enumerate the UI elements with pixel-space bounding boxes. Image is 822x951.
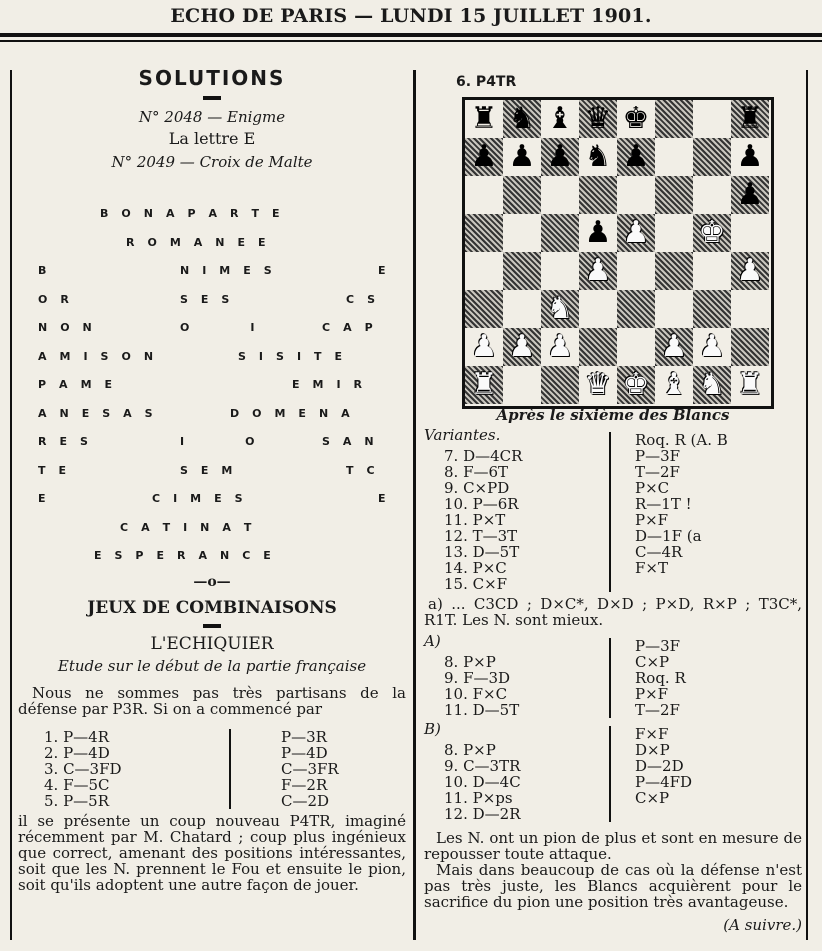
cross-word: C A T I N A T — [120, 520, 253, 534]
opening-moves — [44, 729, 339, 809]
cross-word: B O N A P A R T E — [100, 207, 281, 220]
cross-word: E M I R — [292, 378, 364, 391]
left-border — [10, 70, 12, 940]
black-knight-icon: ♞ — [508, 101, 536, 136]
move-line — [635, 806, 692, 822]
black-bishop-icon: ♝ — [546, 101, 574, 136]
move-line: C×P — [635, 653, 670, 671]
move-line: P×C — [635, 479, 670, 497]
white-pawn-icon: ♟ — [508, 329, 536, 364]
board-square — [655, 290, 693, 328]
black-moves — [230, 729, 339, 809]
move-line: F×F — [635, 725, 669, 743]
white-pawn-icon: ♟ — [736, 253, 764, 288]
board-square — [731, 214, 769, 252]
move-line: 12. D—2R — [444, 805, 521, 823]
black-pawn-icon: ♟ — [546, 139, 574, 174]
white-king-icon: ♚ — [698, 215, 726, 250]
cross-word: T E — [38, 463, 68, 477]
cross-word: N O N — [38, 321, 93, 334]
cross-word: E — [378, 264, 387, 277]
outro-paragraph: il se présente un coup nouveau P4TR, imaginé récemment par M. Chatard ; coup plus ingénieux que correct, amenant des positions intéressantes, soit que les N. prennent le Fou et ensuite le pion, soit qu'ils adoptent une autre façon de jouer. — [18, 812, 406, 894]
variation-b-moves — [444, 726, 692, 822]
move-line: C—3FR — [281, 760, 339, 778]
cross-word: S E M — [180, 463, 234, 477]
right-column — [456, 74, 796, 90]
move-line: P—4D — [281, 744, 328, 762]
variation-a-white — [444, 638, 610, 718]
cross-word: E — [38, 492, 47, 505]
move-line: C—4R — [635, 543, 683, 561]
cross-word: P A M E — [38, 378, 114, 391]
board-square — [731, 290, 769, 328]
black-pawn-icon: ♟ — [470, 139, 498, 174]
move-line: F—2R — [281, 776, 328, 794]
move-line: P—3R — [281, 728, 327, 746]
move-line: 8. P×P — [444, 741, 496, 759]
move-line: C—2D — [281, 792, 330, 810]
variation-a-black — [610, 638, 686, 718]
section-title: JEUX DE COMBINAISONS — [87, 598, 337, 618]
variantes-moves — [444, 432, 728, 592]
move-line: 11. P×ps — [444, 789, 513, 807]
board-square — [541, 252, 579, 290]
etude-title: Etude sur le début de la partie française — [57, 657, 367, 675]
note-a: a) ... C3CD ; D×C*, D×D ; P×D, R×P ; T3C*, R1T. Les N. sont mieux. — [424, 595, 802, 629]
cross-word: A M I S O N — [38, 349, 155, 363]
move-line: 5. P—5R — [44, 792, 110, 810]
board-caption: Après le sixième des Blancs — [496, 406, 730, 424]
board-square — [655, 176, 693, 214]
cross-word: N I M E S — [180, 264, 273, 277]
cross-word: C A P — [322, 321, 374, 334]
board-square — [541, 176, 579, 214]
move-line: T—2F — [635, 701, 680, 719]
move-line: Roq. R — [635, 669, 686, 687]
white-pawn-icon: ♟ — [546, 329, 574, 364]
board-square — [693, 290, 731, 328]
move-line: P×F — [635, 685, 669, 703]
move-line: P—3F — [635, 447, 681, 465]
black-pawn-icon: ♟ — [736, 177, 764, 212]
black-pawn-icon: ♟ — [622, 139, 650, 174]
board-square — [655, 100, 693, 138]
board-square — [579, 176, 617, 214]
move-line: D×P — [635, 741, 670, 759]
board-square — [503, 366, 541, 404]
move-line: 10. P—6R — [444, 495, 519, 513]
move-line: F×T — [635, 559, 668, 577]
board-square — [503, 214, 541, 252]
move-line: T—2F — [635, 463, 680, 481]
board-square — [503, 176, 541, 214]
white-bishop-icon: ♝ — [660, 367, 688, 402]
move-line — [444, 726, 609, 742]
board-square — [693, 252, 731, 290]
solutions-title: SOLUTIONS — [138, 66, 286, 90]
left-column — [18, 66, 406, 174]
cross-word: E S P E R A N C E — [94, 549, 272, 562]
move-line: 9. C—3TR — [444, 757, 521, 775]
separator-mark: —o— — [193, 574, 231, 590]
move-line: 3. C—3FD — [44, 760, 122, 778]
move-line: 1. P—4R — [44, 728, 110, 746]
right-border — [806, 70, 808, 940]
cross-word: T C — [346, 463, 376, 477]
white-rook-icon: ♜ — [470, 367, 498, 402]
black-pawn-icon: ♟ — [508, 139, 536, 174]
white-pawn-icon: ♟ — [698, 329, 726, 364]
move-line: 4. F—5C — [44, 776, 110, 794]
board-square — [617, 176, 655, 214]
cross-word: A N E S A S — [38, 406, 154, 420]
left-column-lower — [18, 574, 406, 893]
cross-word: E — [378, 492, 387, 505]
variation-b-label: B) — [424, 720, 441, 738]
intro-paragraph: Nous ne sommes pas très partisans de la défense par P3R. Si on a commencé par — [18, 684, 406, 718]
problem-2049-title: N° 2049 — Croix de Malte — [111, 153, 313, 171]
variation-a-moves — [444, 638, 686, 718]
board-square — [655, 214, 693, 252]
problem-2048-answer: La lettre E — [168, 129, 256, 148]
cross-word: S E S — [180, 292, 231, 306]
board-square — [503, 252, 541, 290]
cross-word: R E S — [38, 435, 89, 448]
move-line: 14. P×C — [444, 559, 507, 577]
cross-word: O I — [180, 321, 256, 334]
column-divider — [413, 70, 416, 940]
header-rule-thin — [0, 40, 822, 42]
move-line: 2. P—4D — [44, 744, 110, 762]
variantes-white — [444, 432, 610, 592]
board-square — [541, 214, 579, 252]
move-six-title: 6. P4TR — [456, 74, 517, 90]
variation-a-label: A) — [424, 632, 441, 650]
move-line: 13. D—5T — [444, 543, 520, 561]
white-pawn-icon: ♟ — [470, 329, 498, 364]
subsection-title: L'ECHIQUIER — [150, 634, 274, 654]
cross-word: I O — [180, 435, 256, 448]
board-square — [693, 138, 731, 176]
move-line: 11. P×T — [444, 511, 506, 529]
move-line: P—3F — [635, 637, 681, 655]
white-pawn-icon: ♟ — [660, 329, 688, 364]
variantes-black — [610, 432, 728, 592]
black-knight-icon: ♞ — [584, 139, 612, 174]
move-line: 10. F×C — [444, 685, 508, 703]
white-queen-icon: ♛ — [584, 367, 612, 402]
black-pawn-icon: ♟ — [736, 139, 764, 174]
white-rook-icon: ♜ — [736, 367, 764, 402]
board-square — [503, 290, 541, 328]
cross-word: D O M E N A — [230, 406, 351, 420]
move-line: 9. C×PD — [444, 479, 510, 497]
black-rook-icon: ♜ — [736, 101, 764, 136]
cross-word: C S — [346, 292, 376, 306]
title-dash — [203, 96, 221, 100]
cross-word: S I S I T E — [238, 349, 344, 363]
board-square — [693, 176, 731, 214]
move-line: 8. F—6T — [444, 463, 509, 481]
move-line: D—2D — [635, 757, 684, 775]
black-rook-icon: ♜ — [470, 101, 498, 136]
move-line: 11. D—5T — [444, 701, 520, 719]
move-line: Roq. R (A. B — [635, 431, 728, 449]
white-king-icon: ♚ — [622, 367, 650, 402]
white-knight-icon: ♞ — [698, 367, 726, 402]
white-knight-icon: ♞ — [546, 291, 574, 326]
board-square — [617, 290, 655, 328]
variation-b-white — [444, 726, 610, 822]
black-queen-icon: ♛ — [584, 101, 612, 136]
board-square — [465, 252, 503, 290]
cross-word: B — [38, 264, 48, 277]
white-moves — [44, 729, 230, 809]
board-square — [465, 214, 503, 252]
cross-word: C I M E S — [152, 492, 244, 505]
conclusion-2: Mais dans beaucoup de cas où la défense n'est pas très juste, les Blancs acquièrent pour le sacrifice du pion une position très avantageuse. — [424, 861, 802, 911]
right-column-lower — [424, 406, 802, 934]
move-line: 7. D—4CR — [444, 447, 523, 465]
variantes-label: Variantes. — [424, 426, 501, 444]
newspaper-header: ECHO DE PARIS — LUNDI 15 JUILLET 1901. — [170, 5, 652, 27]
board-square — [465, 290, 503, 328]
cross-word: O R — [38, 292, 70, 306]
board-square — [579, 290, 617, 328]
move-line: R—1T ! — [635, 495, 692, 513]
board-square — [731, 328, 769, 366]
move-line — [444, 638, 609, 654]
white-pawn-icon: ♟ — [622, 215, 650, 250]
board-square — [655, 138, 693, 176]
move-line: 8. P×P — [444, 653, 496, 671]
move-line: 9. F—3D — [444, 669, 511, 687]
black-pawn-icon: ♟ — [584, 215, 612, 250]
board-square — [617, 252, 655, 290]
move-line: D—1F (a — [635, 527, 702, 545]
board-square — [693, 100, 731, 138]
move-line: C×P — [635, 789, 670, 807]
move-line: P—4FD — [635, 773, 693, 791]
conclusion-1: Les N. ont un pion de plus et sont en mesure de repousser toute attaque. — [424, 829, 802, 863]
chess-board — [462, 97, 774, 409]
move-line: 15. C×F — [444, 575, 508, 593]
cross-word: R O M A N E E — [126, 235, 267, 249]
black-king-icon: ♚ — [622, 101, 650, 136]
problem-2048-title: N° 2048 — Enigme — [138, 108, 286, 126]
move-line — [635, 576, 728, 592]
board-square — [465, 176, 503, 214]
move-line: P×F — [635, 511, 669, 529]
white-pawn-icon: ♟ — [584, 253, 612, 288]
board-square — [617, 328, 655, 366]
board-square — [579, 328, 617, 366]
move-line: 12. T—3T — [444, 527, 518, 545]
header-rule — [0, 33, 822, 37]
section-dash — [203, 624, 221, 628]
variation-b-black — [610, 726, 692, 822]
a-suivre: (A suivre.) — [723, 916, 802, 934]
cross-word: S A N — [322, 435, 375, 448]
board-square — [541, 366, 579, 404]
move-line: 10. D—4C — [444, 773, 521, 791]
board-square — [655, 252, 693, 290]
